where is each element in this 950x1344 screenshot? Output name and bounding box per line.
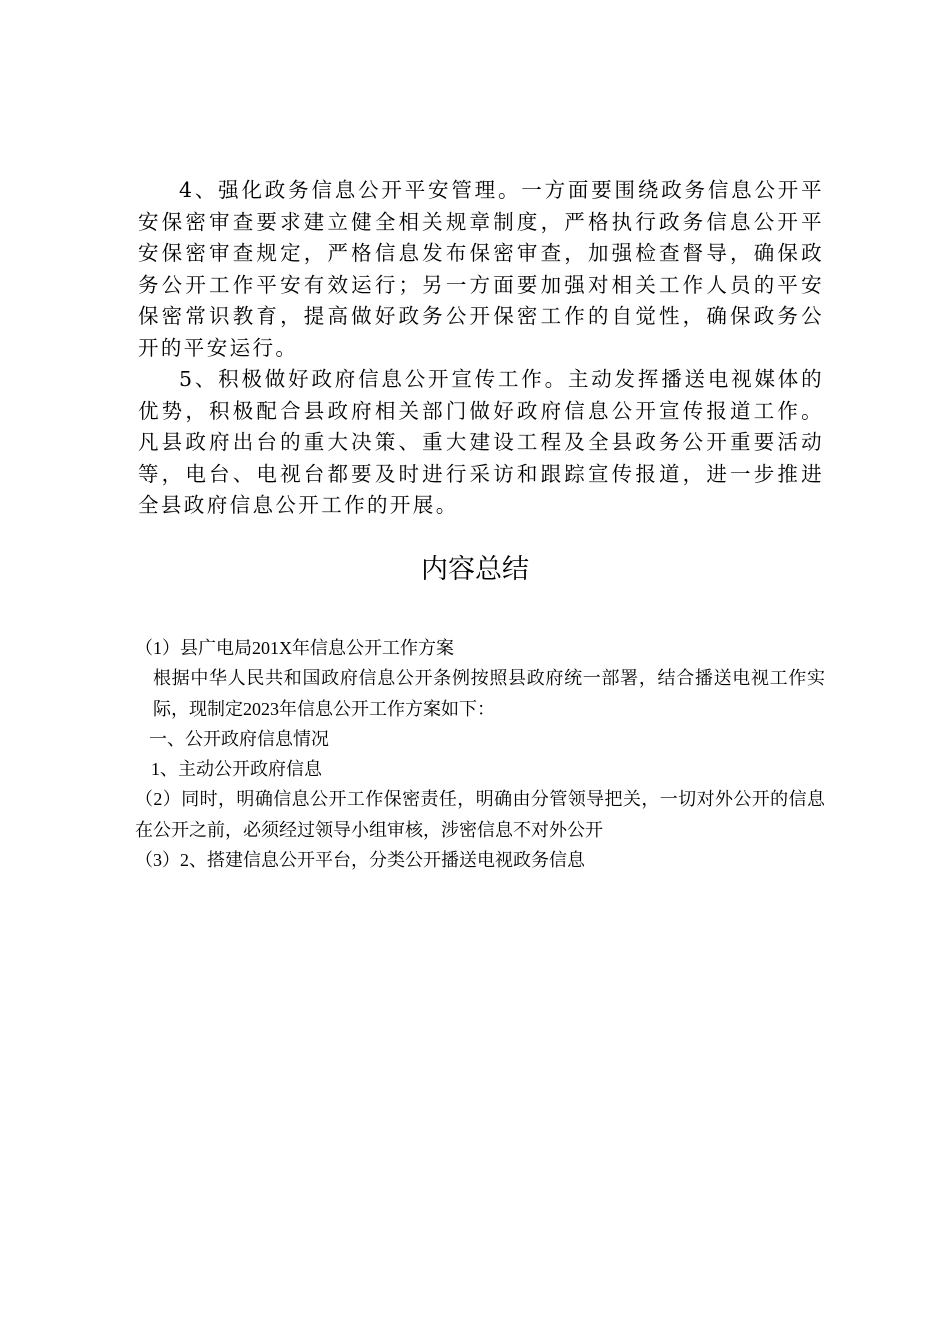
summary-line-5: （2）同时，明确信息公开工作保密责任，明确由分管领导把关，一切对外公开的信息在公开之前，必须经过领导小组审核，涉密信息不对外公开 (135, 789, 825, 840)
summary-line-3: 一、公开政府信息情况 (149, 728, 329, 749)
summary-line-4: 1、主动公开政府信息 (151, 759, 322, 780)
summary-section (135, 633, 825, 875)
summary-title: 内容总结 (421, 554, 529, 585)
summary-line-6: （3）2、搭建信息公开平台，分类公开播送电视政务信息 (135, 850, 585, 871)
summary-line-1: （1）县广电局201X年信息公开工作方案 (135, 638, 454, 658)
summary-line-2: 根据中华人民共和国政府信息公开条例按照县政府统一部署，结合播送电视工作实际，现制定2023年信息公开工作方案如下： (153, 668, 825, 719)
body-text (138, 175, 824, 522)
paragraph-security-management: 4、强化政务信息公开平安管理。一方面要围绕政务信息公开平安保密审查要求建立健全相关规章制度，严格执行政务信息公开平安保密审查规定，严格信息发布保密审查，加强检查督导，确保政务公开工作平安有效运行；另一方面要加强对相关工作人员的平安保密常识教育，提高做好政务公开保密工作的自觉性，确保政务公开的平安运行。 (138, 178, 824, 360)
paragraph-publicity-work: 5、积极做好政府信息公开宣传工作。主动发挥播送电视媒体的优势，积极配合县政府相关部门做好政府信息公开宣传报道工作。凡县政府出台的重大决策、重大建设工程及全县政务公开重要活动等，电台、电视台都要及时进行采访和跟踪宣传报道，进一步推进全县政府信息公开工作的开展。 (138, 367, 824, 517)
